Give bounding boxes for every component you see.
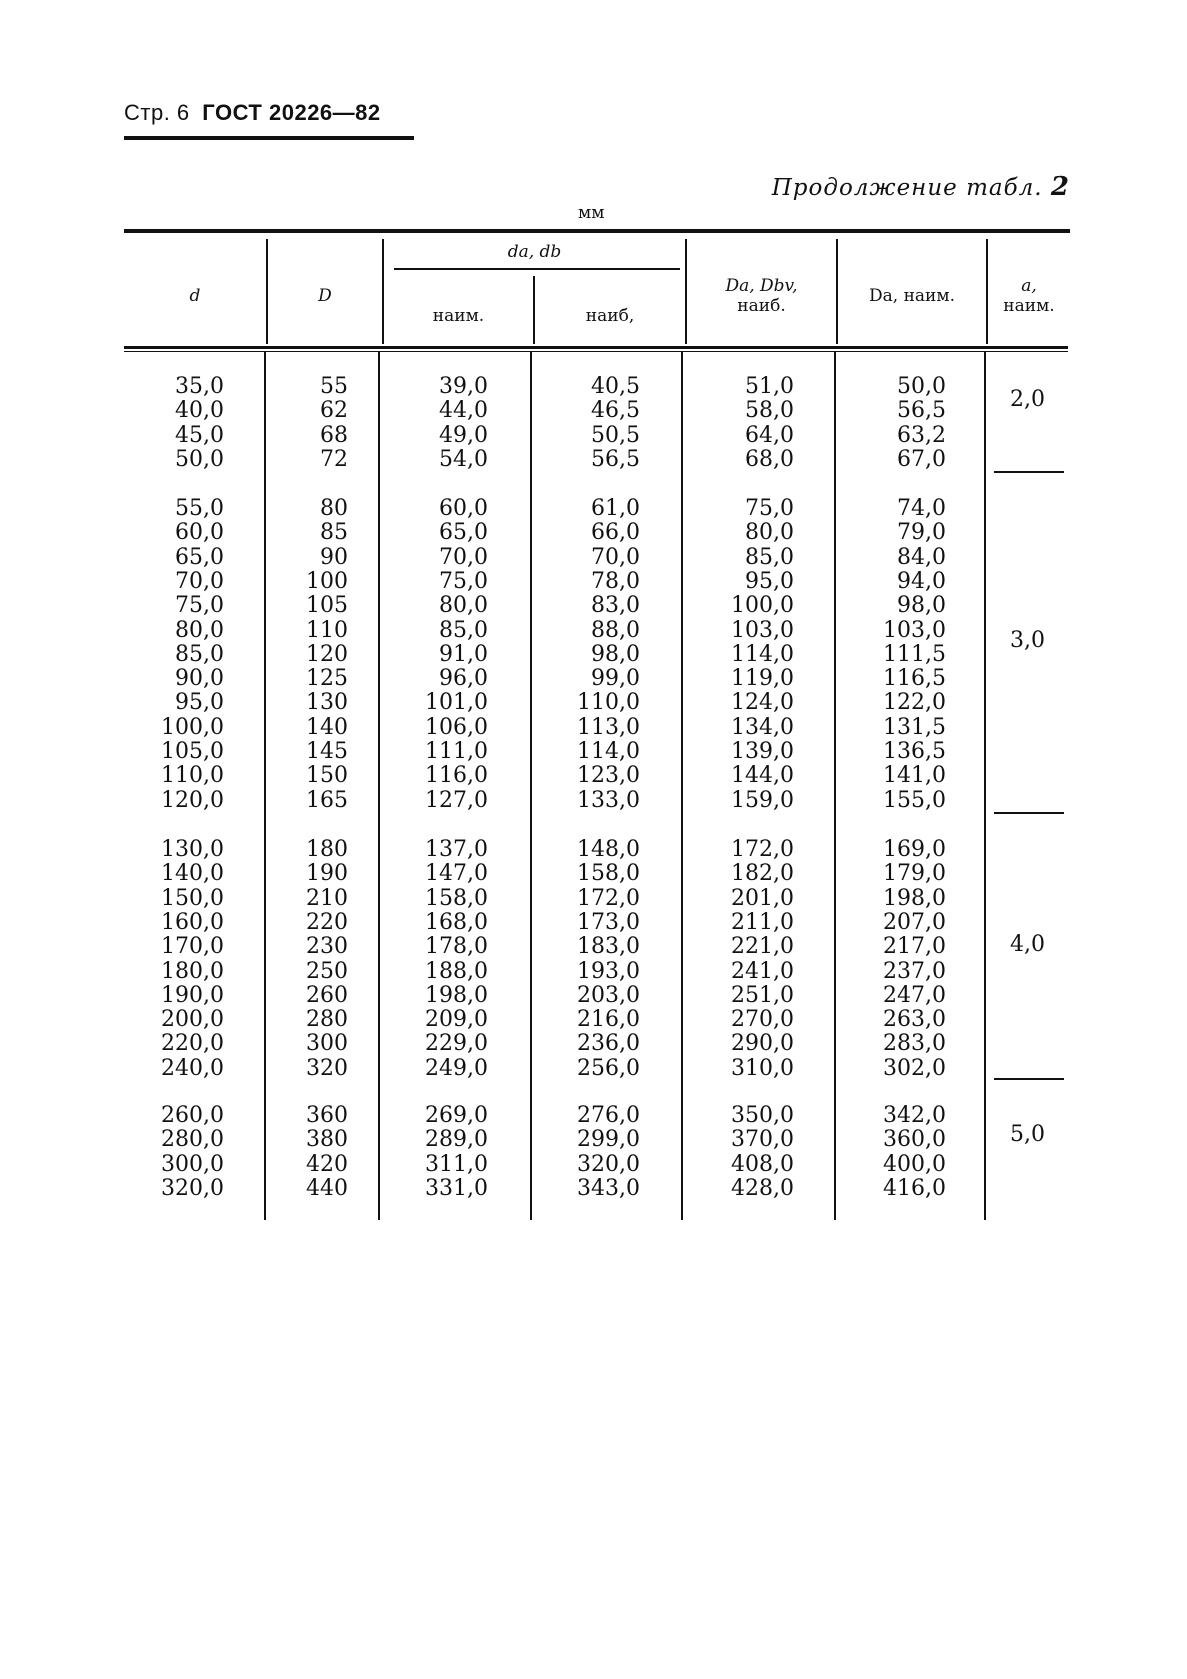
units-label: мм (578, 203, 605, 223)
table-cell: 283,0 (883, 1031, 946, 1057)
table-cell: 65,0 (439, 520, 488, 546)
table-cell: 165 (306, 787, 348, 813)
table-cell: 60,0 (439, 496, 488, 521)
table-cell: 50,5 (591, 422, 640, 448)
table-cell: 35,0 (175, 374, 224, 399)
table-cell: 217,0 (883, 934, 946, 960)
table-cell: 420 (306, 1151, 348, 1177)
table-cell: 111,5 (883, 641, 946, 667)
table-cell: 183,0 (577, 934, 640, 960)
table-cell: 140,0 (161, 861, 224, 887)
column-divider (681, 352, 683, 1220)
table-cell: 203,0 (577, 982, 640, 1008)
table-cell: 64,0 (745, 422, 794, 448)
a-min-value: 4,0 (1010, 932, 1045, 957)
continuation-text: Продолжение табл. (771, 175, 1043, 201)
table-cell: 300,0 (161, 1151, 224, 1177)
table-cell: 116,5 (883, 666, 946, 692)
page-header (124, 100, 381, 126)
table-cell: 100,0 (161, 714, 224, 740)
table-cell: 289,0 (425, 1127, 488, 1153)
table-cell: 55 (320, 374, 348, 399)
table-cell: 182,0 (731, 861, 794, 887)
table-cell: 114,0 (731, 641, 794, 667)
table-cell: 216,0 (577, 1007, 640, 1033)
table-cell: 158,0 (425, 885, 488, 911)
table-cell: 51,0 (745, 374, 794, 399)
table-cell: 96,0 (439, 666, 488, 692)
table-cell: 237,0 (883, 958, 946, 984)
table-cell: 290,0 (731, 1031, 794, 1057)
table-cell: 148,0 (577, 837, 640, 862)
table-cell: 159,0 (731, 787, 794, 813)
table-cell: 360 (306, 1103, 348, 1128)
table-cell: 75,0 (439, 568, 488, 594)
table-cell: 220,0 (161, 1031, 224, 1057)
table-cell: 120,0 (161, 787, 224, 813)
a-min-value: 3,0 (1010, 628, 1045, 653)
header-rule (124, 136, 414, 140)
group-separator-a (994, 471, 1064, 473)
table-cell: 180,0 (161, 958, 224, 984)
table-cell: 240,0 (161, 1055, 224, 1081)
table-cell: 221,0 (731, 934, 794, 960)
table-cell: 75,0 (175, 593, 224, 619)
table-cell: 170,0 (161, 934, 224, 960)
table-cell: 54,0 (439, 446, 488, 472)
table-cell: 91,0 (439, 641, 488, 667)
table-cell: 207,0 (883, 909, 946, 935)
table-cell: 193,0 (577, 958, 640, 984)
table-cell: 249,0 (425, 1055, 488, 1081)
table-cell: 251,0 (731, 982, 794, 1008)
table-cell: 256,0 (577, 1055, 640, 1081)
header-Da-Dbv-max: Da, Dbv, наиб. (725, 276, 798, 316)
header-da-db: da, db (507, 242, 562, 262)
table-cell: 50,0 (175, 446, 224, 472)
table-cell: 247,0 (883, 982, 946, 1008)
page-label: Стр. 6 (124, 100, 190, 125)
table-cell: 44,0 (439, 398, 488, 424)
standard-number: ГОСТ 20226—82 (202, 100, 381, 125)
table-cell: 131,5 (883, 714, 946, 740)
table-top-rule (124, 229, 1070, 233)
table-cell: 106,0 (425, 714, 488, 740)
table-cell: 68 (320, 422, 348, 448)
table-cell: 110,0 (161, 763, 224, 789)
table-cell: 190,0 (161, 982, 224, 1008)
table-cell: 120 (306, 641, 348, 667)
table-cell: 78,0 (591, 568, 640, 594)
table-cell: 150,0 (161, 885, 224, 911)
table-cell: 85,0 (439, 617, 488, 643)
table-cell: 114,0 (577, 739, 640, 764)
table-cell: 111,0 (425, 739, 488, 764)
table-cell: 67,0 (897, 446, 946, 472)
table-cell: 178,0 (425, 934, 488, 960)
table-cell: 84,0 (897, 544, 946, 570)
column-divider (264, 352, 266, 1220)
table-cell: 380 (306, 1127, 348, 1153)
table-cell: 280 (306, 1007, 348, 1033)
header-a-min: a, наим. (1003, 276, 1055, 316)
table-cell: 270,0 (731, 1007, 794, 1033)
table-cell: 139,0 (731, 739, 794, 764)
table-cell: 68,0 (745, 446, 794, 472)
table-cell: 141,0 (883, 763, 946, 789)
table-cell: 80,0 (175, 617, 224, 643)
table-cell: 100 (306, 568, 348, 594)
table-cell: 56,5 (897, 398, 946, 424)
table-cell: 98,0 (897, 593, 946, 619)
table-cell: 140 (306, 714, 348, 740)
table-cell: 210 (306, 885, 348, 911)
table-cell: 209,0 (425, 1007, 488, 1033)
table-cell: 80,0 (439, 593, 488, 619)
group-separator-a (994, 1078, 1064, 1080)
table-cell: 200,0 (161, 1007, 224, 1033)
table-cell: 94,0 (897, 568, 946, 594)
table-cell: 320,0 (577, 1151, 640, 1177)
table-cell: 63,2 (897, 422, 946, 448)
table-cell: 400,0 (883, 1151, 946, 1177)
table-cell: 56,5 (591, 446, 640, 472)
table-cell: 280,0 (161, 1127, 224, 1153)
table-cell: 125 (306, 666, 348, 692)
table-cell: 46,5 (591, 398, 640, 424)
table-cell: 229,0 (425, 1031, 488, 1057)
table-cell: 158,0 (577, 861, 640, 887)
table-cell: 342,0 (883, 1103, 946, 1128)
column-divider (530, 352, 532, 1220)
table-cell: 172,0 (731, 837, 794, 862)
table-cell: 110 (306, 617, 348, 643)
table-cell: 310,0 (731, 1055, 794, 1081)
table-cell: 160,0 (161, 909, 224, 935)
table-cell: 276,0 (577, 1103, 640, 1128)
column-divider (984, 352, 986, 1220)
table-cell: 190 (306, 861, 348, 887)
table-cell: 85,0 (175, 641, 224, 667)
table-cell: 134,0 (731, 714, 794, 740)
table-cell: 116,0 (425, 763, 488, 789)
table-cell: 58,0 (745, 398, 794, 424)
table-cell: 101,0 (425, 690, 488, 716)
table-cell: 123,0 (577, 763, 640, 789)
table-header-bottom-rule (124, 346, 1068, 349)
column-divider (834, 352, 836, 1220)
table-cell: 80,0 (745, 520, 794, 546)
table-cell: 188,0 (425, 958, 488, 984)
table-cell: 103,0 (883, 617, 946, 643)
table-cell: 61,0 (591, 496, 640, 521)
table-cell: 122,0 (883, 690, 946, 716)
table-cell: 100,0 (731, 593, 794, 619)
table-cell: 350,0 (731, 1103, 794, 1128)
table-cell: 428,0 (731, 1175, 794, 1201)
column-divider (378, 352, 380, 1220)
table-cell: 45,0 (175, 422, 224, 448)
table-cell: 74,0 (897, 496, 946, 521)
table-cell: 85,0 (745, 544, 794, 570)
table-cell: 236,0 (577, 1031, 640, 1057)
group-separator-a (994, 812, 1064, 814)
table-cell: 79,0 (897, 520, 946, 546)
table-cell: 39,0 (439, 374, 488, 399)
table-cell: 99,0 (591, 666, 640, 692)
table-cell: 113,0 (577, 714, 640, 740)
table-cell: 130,0 (161, 837, 224, 862)
table-cell: 198,0 (883, 885, 946, 911)
table-cell: 65,0 (175, 544, 224, 570)
table-cell: 136,5 (883, 739, 946, 764)
table-cell: 320,0 (161, 1175, 224, 1201)
table-cell: 300 (306, 1031, 348, 1057)
table-cell: 60,0 (175, 520, 224, 546)
table-cell: 49,0 (439, 422, 488, 448)
table-cell: 85 (320, 520, 348, 546)
table-cell: 70,0 (591, 544, 640, 570)
table-cell: 40,5 (591, 374, 640, 399)
header-da-db-min: наим. (432, 306, 485, 326)
a-min-value: 5,0 (1010, 1122, 1045, 1147)
table-cell: 105 (306, 593, 348, 619)
table-cell: 110,0 (577, 690, 640, 716)
table-cell: 70,0 (175, 568, 224, 594)
table-cell: 440 (306, 1175, 348, 1201)
table-cell: 127,0 (425, 787, 488, 813)
table-cell: 119,0 (731, 666, 794, 692)
table-cell: 331,0 (425, 1175, 488, 1201)
table-cell: 50,0 (897, 374, 946, 399)
table-cell: 95,0 (175, 690, 224, 716)
table-cell: 370,0 (731, 1127, 794, 1153)
table-cell: 137,0 (425, 837, 488, 862)
table-cell: 147,0 (425, 861, 488, 887)
a-min-value: 2,0 (1010, 387, 1045, 412)
table-cell: 168,0 (425, 909, 488, 935)
group-header-rule (394, 268, 680, 270)
table-cell: 172,0 (577, 885, 640, 911)
table-cell: 130 (306, 690, 348, 716)
table-cell: 360,0 (883, 1127, 946, 1153)
table-cell: 88,0 (591, 617, 640, 643)
table-cell: 66,0 (591, 520, 640, 546)
table-number: 2 (1050, 172, 1070, 202)
table-cell: 220 (306, 909, 348, 935)
table-cell: 173,0 (577, 909, 640, 935)
table-cell: 201,0 (731, 885, 794, 911)
header-da-db-max: наиб, (585, 306, 635, 326)
table-cell: 103,0 (731, 617, 794, 643)
table-cell: 320 (306, 1055, 348, 1081)
table-cell: 105,0 (161, 739, 224, 764)
table-cell: 95,0 (745, 568, 794, 594)
table-cell: 302,0 (883, 1055, 946, 1081)
table-cell: 260 (306, 982, 348, 1008)
table-cell: 90,0 (175, 666, 224, 692)
table-cell: 75,0 (745, 496, 794, 521)
table-cell: 80 (320, 496, 348, 521)
table-cell: 169,0 (883, 837, 946, 862)
table-cell: 98,0 (591, 641, 640, 667)
table-cell: 144,0 (731, 763, 794, 789)
table-cell: 145 (306, 739, 348, 764)
table-cell: 40,0 (175, 398, 224, 424)
header-d: d (189, 286, 201, 306)
table-cell: 299,0 (577, 1127, 640, 1153)
table-continuation-caption (772, 172, 1070, 202)
table-cell: 260,0 (161, 1103, 224, 1128)
table-cell: 408,0 (731, 1151, 794, 1177)
table-cell: 83,0 (591, 593, 640, 619)
table-cell: 55,0 (175, 496, 224, 521)
table-cell: 70,0 (439, 544, 488, 570)
table-cell: 150 (306, 763, 348, 789)
table-cell: 416,0 (883, 1175, 946, 1201)
table-cell: 263,0 (883, 1007, 946, 1033)
table-cell: 230 (306, 934, 348, 960)
table-cell: 155,0 (883, 787, 946, 813)
table-cell: 269,0 (425, 1103, 488, 1128)
header-Da-min: Da, наим. (869, 286, 955, 306)
table-cell: 72 (320, 446, 348, 472)
table-cell: 62 (320, 398, 348, 424)
table-cell: 343,0 (577, 1175, 640, 1201)
table-cell: 198,0 (425, 982, 488, 1008)
table-cell: 250 (306, 958, 348, 984)
header-D: D (318, 286, 332, 306)
table-cell: 90 (320, 544, 348, 570)
table-cell: 133,0 (577, 787, 640, 813)
table-cell: 124,0 (731, 690, 794, 716)
table-cell: 241,0 (731, 958, 794, 984)
table-cell: 180 (306, 837, 348, 862)
table-cell: 179,0 (883, 861, 946, 887)
table-cell: 311,0 (425, 1151, 488, 1177)
table-cell: 211,0 (731, 909, 794, 935)
